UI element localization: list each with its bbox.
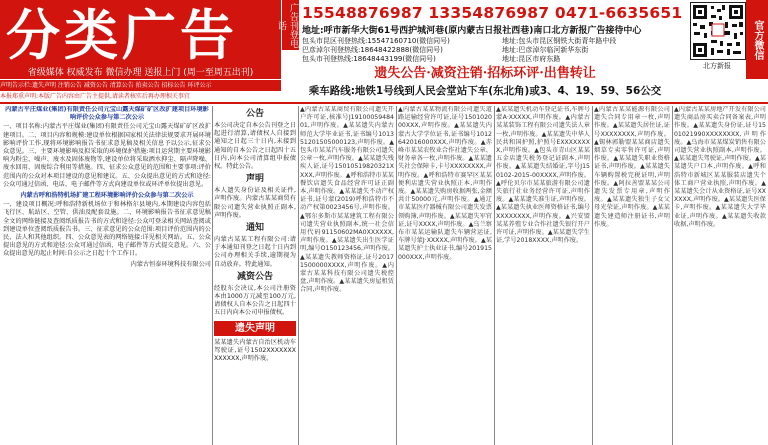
notice-body: 一、建设项目概况:呼和浩特新机场位于和林格尔县境内,本期建设内容包括飞行区、航站区、空管、供油及配套设施。二、环境影响报告书征求意见稿全文的网络链接及查阅纸质报告书的方式和途径:公众可登录相关网站查阅或到建设单位查阅纸质报告书。三、征求意见的公众范围:项目评价范围内的公民、法人和其他组织。四、公众意见表的网络链接:详见相关网站。五、公众提出意见的方式和途径:公众可通过信函、电子邮件等方式提交意见。六、公众提出意见的起止时间:自公示之日起十个工作日。 (3, 201, 211, 258)
branch-phone: 包头市昆区刊登热线:15547160710(微信同号) (302, 37, 450, 45)
notice-body: 一、项目名称:内蒙古平庄煤业(集团)有限责任公司元宝山露天煤矿矿区改扩建项目。二、项目内容和规模:建设单位根据国家相关法律法规要求开展环境影响评价工作,现将环境影响报告书征求意见稿及相关信息予以公示,征求公众意见。三、主要环境影响及拟采取的环境保护措施:项目运营期主要环境影响为粉尘、噪声、废水及固体废物等,建设单位将采取洒水抑尘、隔声降噪、废水回用、固废综合利用等措施。四、征求公众意见的范围和主要事项:评价范围内的公众对本项目建设的意见和建议。五、公众提出意见的方式和途径:公众可通过信函、电话、电子邮件等方式向建设单位或环评单位提出意见。 (3, 123, 211, 188)
section-body: 某某遗失内蒙古自治区机动车驾驶证,证号1502XXXXXXXXXXXXX,声明作废。 (214, 338, 296, 363)
section-heading: 公告 (245, 109, 264, 119)
service-banner: 遗失公告·减资注销·招标环评·出售转让 (374, 66, 596, 81)
header-rule (0, 102, 768, 104)
column-lost-notices (594, 106, 670, 445)
lost-notices-text: ▲某某遗失机动车登记证书,车牌号蒙A·XXXXX,声明作废。▲内蒙古某某装饰工程有限公司遗失法人章一枚,声明作废。▲某某遗失中华人民共和国护照,护照号EXXXXXXXX,声明作废。▲包头市青山区某某五金店遗失税务登记证副本,声明作废。▲某某遗失结婚证,字号J150102-2015-00XXXX,声明作废。▲呼伦贝尔市某某旅游有限公司遗失旅行社业务经营许可证,声明作废。▲某某遗失准生证,声明作废。▲某某遗失执业医师资格证书,编号XXXXXXXX,声明作废。▲兴安盟某某养殖专业合作社遗失银行开户许可证,声明作废。▲某某遗失学生证,学号2018XXXX,声明作废。 (496, 106, 590, 245)
section-body: 本人遗失身份证及相关证件,声明作废。内蒙古某某商贸有限公司遗失营业执照正副本,声明作废。 (214, 187, 296, 219)
sub-banner: 声明告示栏:遗失声明 注销公告 减资公告 清算公告 拍卖公告 招标公告 环评公示 (0, 80, 281, 91)
branch-address: 地址:巴彦淖尔临河新华东街 (502, 46, 589, 54)
section-heading: 声明 (245, 174, 264, 185)
column-lost-notices (300, 106, 394, 445)
page-title: 分类广告 (6, 3, 238, 67)
branch-info (302, 37, 688, 65)
wechat-label: 官方微信 (746, 0, 768, 79)
column-divider (212, 106, 213, 445)
notice-heading: 内蒙古平庄煤业(集团)有限责任公司元宝山露天煤矿矿区改扩建项目环境影响评价公众参与第二次公示 (5, 106, 209, 122)
section-heading: 通知 (245, 223, 264, 234)
lost-notices-text: ▲内蒙古某某房地产开发有限公司遗失商品房买卖合同备案表,声明作废。▲某某遗失身份证,证号1501021990XXXXXXXX,声明作废。▲乌海市某某煤炭销售有限公司遗失营业执照副本,声明作废。▲某某遗失驾驶证,声明作废。▲某某遗失户口本,声明作废。▲呼和浩特市新城区某某服装店遗失个体工商户营业执照,声明作废。▲某某遗失会计从业资格证,证号XXXXXX,声明作废。▲某某遗失医保卡,声明作废。▲某某遗失大学毕业证,声明作废。▲某某遗失收款收据,声明作废。 (674, 106, 766, 228)
column-divider (672, 106, 673, 445)
column-lost-notices (496, 106, 590, 445)
section-body: 内蒙古某某工程有限公司:请于本通知刊登之日起十日内到公司办理相关手续,逾期视为自动放弃。特此通知。 (214, 236, 296, 268)
qr-code-icon (690, 2, 746, 60)
qr-label: 北方新报 (703, 62, 731, 70)
column-announcements (214, 106, 296, 445)
bus-route: 乘车路线:地铁1号线到人民会堂站下车(东北角)或3、4、19、59、56公交 (308, 85, 662, 97)
brand-slogan: 省级媒体 权威发布 微信办理 送报上门 (周一至周五出刊) (27, 68, 254, 78)
section-heading: 减资公告 (236, 271, 273, 282)
classified-header (0, 0, 768, 103)
brand-block (0, 0, 281, 79)
qr-code-graphic (691, 3, 745, 59)
column-divider (494, 106, 495, 445)
lost-notices-text: ▲内蒙古某某商贸有限公司遗失开户许可证,核准号J1910005948401,声明作废。▲某某遗失内蒙古师范大学毕业证书,证书编号101351201505000123,声明作废。▲包头市某某汽车服务有限公司遗失公章一枚,声明作废。▲某某遗失残疾人证,证号15010519820321XXXX,声明作废。▲呼和浩特市某某餐饮店遗失食品经营许可证正副本,声明作废。▲某某遗失不动产权证书,证号蒙(2019)呼和浩特市不动产权第0023456号,声明作废。▲鄂尔多斯市某某建筑工程有限公司遗失营业执照副本,统一社会信用代码91150602MA0XXXXXX,声明作废。▲某某遗失出生医学证明,编号O150123456,声明作废。▲某某遗失教师资格证,证号20171500000XXXX,声明作废。▲内蒙古某某科技有限公司遗失税控盘,声明作废。▲某某遗失房屋租赁合同,声明作废。 (300, 106, 394, 294)
notice-heading: 内蒙古呼和浩特机场扩建工程环境影响评价公众参与第二次公示 (20, 192, 194, 200)
column-lost-notices (398, 106, 492, 445)
ad-phone-label: 广告刊登电话 (282, 0, 299, 50)
column-environmental-notices (3, 106, 211, 445)
lost-notices-text: ▲内蒙古某某物流有限公司遗失道路运输经营许可证,证号150102000XXX,声明作废。▲某某遗失内蒙古大学学位证书,证书编号1012642016000XXX,声明作废。▲赤峰市某某农牧业合作社遗失公章、财务章各一枚,声明作废。▲某某遗失社会保障卡,卡号XXXXXXXX,声明作废。▲呼和浩特市赛罕区某某便利店遗失营业执照正本,声明作废。▲某某遗失购房收据两张,金额共计50000元,声明作废。▲通辽市某某医疗器械有限公司遗失发票领购簿,声明作废。▲某某遗失军官证,证号XXXX,声明作废。▲乌兰察布市某某运输队遗失车辆营运证,车牌号蒙J·XXXXX,声明作废。▲某某遗失护士执业证书,编号201915000XXX,声明作废。 (398, 106, 492, 261)
notice-signature: 内蒙古恒泰环境科技有限公司 (130, 260, 211, 268)
notice-line: 本报郑重声明:本版广告内容由广告主提供,请读者核实后再办理相关事宜 (0, 93, 190, 100)
column-lost-notices (674, 106, 766, 445)
branch-phone: 包头市刊登热线:18648443199(微信同号) (302, 55, 436, 63)
branch-address: 地址:昆区市府东路 (502, 55, 561, 63)
ad-phone-numbers: 15548876987 13354876987 0471-6635651 (302, 4, 683, 22)
branch-phone: 巴彦淖尔刊登热线:18648422888(微信同号) (302, 46, 443, 54)
column-divider (396, 106, 397, 445)
column-divider (298, 106, 299, 445)
section-body: 本公司决定自本公告刊登之日起进行清算,请债权人自接到通知之日起三十日内,未接到通知的自本公告之日起四十五日内,向本公司清算组申报债权。特此公告。 (214, 122, 296, 171)
hq-address: 地址:呼市新华大街61号西护城河巷(原内蒙古日报社西巷)南口北方新报广告接待中心 (302, 26, 642, 36)
column-divider (592, 106, 593, 445)
lost-notices-text: ▲内蒙古某某能源有限公司遗失合同专用章一枚,声明作废。▲某某遗失居住证,证号XXXXXXXX,声明作废。▲锡林郭勒盟某某商店遗失烟草专卖零售许可证,声明作废。▲某某遗失职业资格证书,声明作废。▲某某遗失车辆购置税完税证明,声明作废。▲阿拉善盟某某公司遗失发票专用章,声明作废。▲某某遗失独生子女父母光荣证,声明作废。▲某某遗失建造师注册证书,声明作废。 (594, 106, 670, 228)
section-body: 经股东会决议,本公司注册资本由1000万元减至100万元,请债权人自本公告之日起四十五日内向本公司申报债权。 (214, 284, 296, 317)
lost-notice-banner: 遗失声明 (214, 321, 296, 336)
branch-address: 地址:包头市昆区钢铁大街青年路中段 (502, 37, 617, 45)
